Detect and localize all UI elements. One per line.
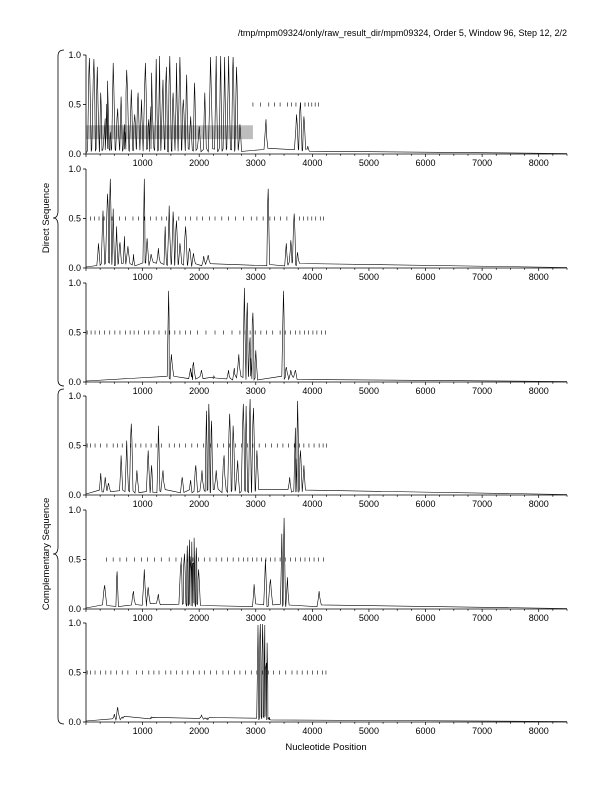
panel-6 bbox=[68, 618, 567, 736]
panel-1 bbox=[68, 50, 567, 168]
panel-3 bbox=[68, 278, 567, 396]
group-label-direct: Direct Sequence bbox=[41, 182, 52, 254]
x-tick-label: 5000 bbox=[358, 613, 379, 623]
panels-area bbox=[68, 50, 567, 736]
y-tick-label: 1.0 bbox=[68, 505, 81, 515]
x-tick-label: 7000 bbox=[472, 386, 493, 396]
y-tick-label: 0.5 bbox=[68, 327, 81, 338]
group-brace-direct bbox=[53, 50, 64, 386]
x-tick-label: 2000 bbox=[189, 272, 210, 282]
x-tick-label: 8000 bbox=[528, 613, 549, 623]
x-tick-label: 4000 bbox=[302, 499, 323, 509]
x-tick-label: 5000 bbox=[358, 272, 379, 282]
highlight-band bbox=[86, 125, 253, 139]
y-tick-label: 0.0 bbox=[68, 604, 81, 614]
panel-4 bbox=[68, 391, 567, 509]
group-brace-complementary bbox=[53, 389, 64, 724]
profile-line bbox=[86, 179, 567, 268]
profile-line bbox=[86, 518, 567, 609]
x-tick-label: 2000 bbox=[189, 726, 210, 736]
y-tick-label: 0.5 bbox=[68, 554, 81, 565]
y-tick-label: 0.5 bbox=[68, 99, 81, 110]
header-path: /tmp/mpm09324/only/raw_result_dir/mpm09324, Order 5, Window 96, Step 12, 2/2 bbox=[237, 28, 567, 38]
x-tick-label: 5000 bbox=[358, 158, 379, 168]
x-tick-label: 4000 bbox=[302, 158, 323, 168]
y-tick-label: 0.0 bbox=[68, 149, 81, 159]
x-tick-label: 2000 bbox=[189, 613, 210, 623]
y-tick-label: 1.0 bbox=[68, 391, 81, 401]
x-tick-label: 5000 bbox=[358, 386, 379, 396]
x-tick-label: 7000 bbox=[472, 613, 493, 623]
x-tick-label: 8000 bbox=[528, 726, 549, 736]
x-tick-label: 6000 bbox=[415, 386, 436, 396]
x-tick-label: 1000 bbox=[132, 272, 153, 282]
x-tick-label: 2000 bbox=[189, 158, 210, 168]
x-tick-label: 6000 bbox=[415, 726, 436, 736]
x-tick-label: 8000 bbox=[528, 272, 549, 282]
y-tick-label: 0.5 bbox=[68, 440, 81, 451]
x-tick-label: 4000 bbox=[302, 386, 323, 396]
x-tick-label: 4000 bbox=[302, 272, 323, 282]
x-tick-label: 5000 bbox=[358, 499, 379, 509]
y-tick-label: 1.0 bbox=[68, 164, 81, 174]
x-tick-label: 7000 bbox=[472, 499, 493, 509]
y-tick-label: 1.0 bbox=[68, 50, 81, 60]
x-tick-label: 2000 bbox=[189, 499, 210, 509]
x-tick-label: 1000 bbox=[132, 158, 153, 168]
x-tick-label: 8000 bbox=[528, 158, 549, 168]
x-tick-label: 4000 bbox=[302, 726, 323, 736]
x-tick-label: 4000 bbox=[302, 613, 323, 623]
x-tick-label: 6000 bbox=[415, 158, 436, 168]
y-tick-label: 0.0 bbox=[68, 717, 81, 727]
x-tick-label: 7000 bbox=[472, 726, 493, 736]
y-tick-label: 1.0 bbox=[68, 278, 81, 288]
x-tick-label: 3000 bbox=[245, 272, 266, 282]
x-tick-label: 3000 bbox=[245, 499, 266, 509]
y-tick-label: 0.5 bbox=[68, 667, 81, 678]
x-tick-label: 8000 bbox=[528, 499, 549, 509]
x-tick-label: 7000 bbox=[472, 158, 493, 168]
profile-line bbox=[86, 288, 567, 382]
group-label-complementary: Complementary Sequence bbox=[41, 497, 52, 611]
x-tick-label: 3000 bbox=[245, 726, 266, 736]
x-tick-label: 6000 bbox=[415, 613, 436, 623]
x-tick-label: 6000 bbox=[415, 272, 436, 282]
y-tick-label: 0.0 bbox=[68, 263, 81, 273]
y-tick-label: 0.0 bbox=[68, 377, 81, 387]
x-axis-label: Nucleotide Position bbox=[285, 742, 367, 753]
x-tick-label: 1000 bbox=[132, 499, 153, 509]
x-tick-label: 5000 bbox=[358, 726, 379, 736]
profile-line bbox=[86, 624, 567, 722]
panel-5 bbox=[68, 505, 567, 623]
y-tick-label: 0.5 bbox=[68, 213, 81, 224]
x-tick-label: 3000 bbox=[245, 613, 266, 623]
x-tick-label: 6000 bbox=[415, 499, 436, 509]
x-tick-label: 1000 bbox=[132, 613, 153, 623]
y-tick-label: 0.0 bbox=[68, 490, 81, 500]
x-tick-label: 3000 bbox=[245, 386, 266, 396]
x-tick-label: 7000 bbox=[472, 272, 493, 282]
x-tick-label: 3000 bbox=[245, 158, 266, 168]
x-tick-label: 2000 bbox=[189, 386, 210, 396]
x-tick-label: 1000 bbox=[132, 726, 153, 736]
x-tick-label: 8000 bbox=[528, 386, 549, 396]
y-tick-label: 1.0 bbox=[68, 618, 81, 628]
panel-2 bbox=[68, 164, 567, 282]
x-tick-label: 1000 bbox=[132, 386, 153, 396]
